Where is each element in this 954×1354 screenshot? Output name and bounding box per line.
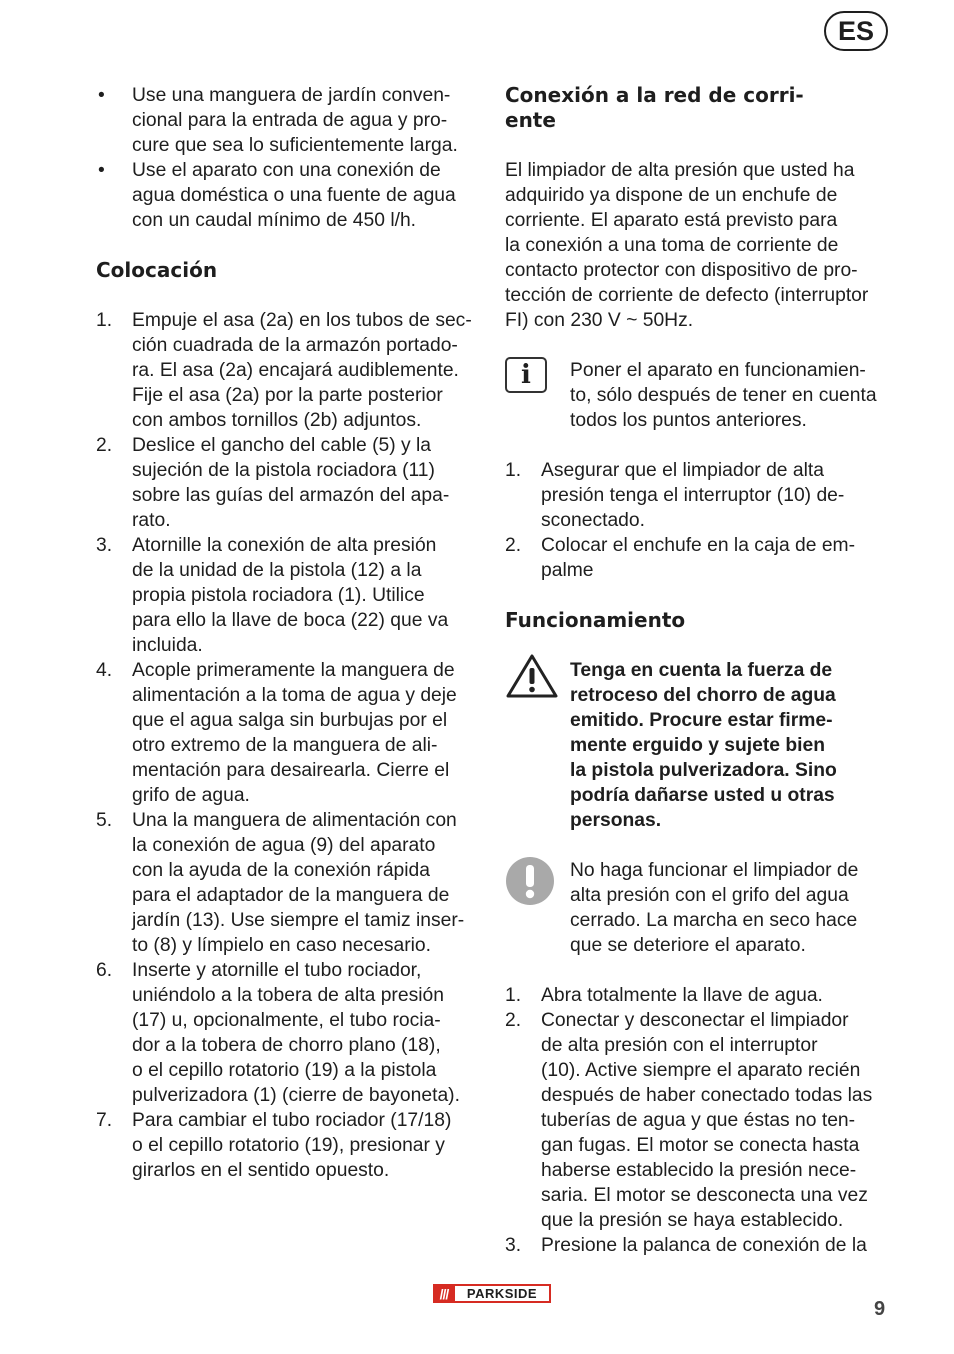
step-number: 2. [505, 535, 522, 556]
step-number: 1. [505, 460, 522, 481]
power-paragraph: El limpiador de alta presión que usted ha adquirido ya dispone de un enchufe de corriente. El aparato está previsto para la conexión a una toma de corriente de contacto protector con dispositivo de pro- tección de corriente de defecto (interruptor FI) con 230 V ~ 50Hz. [505, 160, 869, 331]
list-item [96, 308, 486, 433]
list-item [96, 958, 486, 1108]
warning-note [505, 658, 890, 833]
bullet-marker: • [98, 160, 105, 181]
bullet-marker: • [98, 85, 105, 106]
caution-text: No haga funcionar el limpiador de alta presión con el grifo del agua cerrado. La marcha en seco hace que se deteriore el aparato. [570, 860, 859, 956]
step-text: Deslice el gancho del cable (5) y la sujeción de la pistola rociadora (11) sobre las guías del armazón del apa- rato. [132, 435, 450, 531]
step-number: 1. [96, 310, 113, 331]
step-number: 3. [505, 1235, 522, 1256]
step-text: Acople primeramente la manguera de alimentación a la toma de agua y deje que el agua salga sin burbujas por el otro extremo de la manguera de ali- mentación para desairearla. Cierre el grifo de agua. [132, 660, 457, 806]
right-column [505, 83, 890, 1258]
list-item [96, 808, 486, 958]
list-item [96, 533, 486, 658]
info-note-text: Poner el aparato en funcionamien- to, sólo después de tener en cuenta todos los puntos anteriores. [570, 360, 877, 431]
warning-triangle-icon [505, 652, 559, 700]
step-text: Para cambiar el tubo rociador (17/18) o el cepillo rotatorio (19), presionar y girarlos en el sentido opuesto. [132, 1110, 452, 1181]
caution-note [505, 858, 890, 958]
step-text: Una la manguera de alimentación con la conexión de agua (9) del aparato con la ayuda de la conexión rápida para el adaptador de la manguera de jardín (13). Use siempre el tamiz inser- to (8) y límpielo en caso necesario. [132, 810, 465, 956]
language-badge: ES [824, 11, 888, 51]
bullet-text: Use el aparato con una conexión de agua doméstica o una fuente de agua con un caudal mínimo de 450 l/h. [132, 160, 456, 231]
list-item [505, 533, 890, 583]
info-note [505, 358, 890, 433]
step-text: Empuje el asa (2a) en los tubos de sec- ción cuadrada de la armazón portado- ra. El asa (2a) encajará audiblemente. Fije el asa (2a) por la parte posterior con ambos tornillos (2b) adjuntos. [132, 310, 472, 431]
step-number: 5. [96, 810, 113, 831]
list-item [96, 433, 486, 533]
step-number: 1. [505, 985, 522, 1006]
info-icon: i [505, 357, 547, 393]
list-item [505, 458, 890, 533]
list-item [505, 983, 890, 1008]
parkside-logo [433, 1284, 551, 1303]
step-number: 4. [96, 660, 113, 681]
left-column [96, 83, 486, 1183]
section-heading-power: Conexión a la red de corri- ente [505, 83, 804, 132]
list-item [96, 1108, 486, 1183]
step-number: 2. [505, 1010, 522, 1031]
section-heading-placement: Colocación [96, 258, 218, 282]
bullet-text: Use una manguera de jardín conven- cional para la entrada de agua y pro- cure que sea lo suficientemente larga. [132, 85, 458, 156]
step-number: 2. [96, 435, 113, 456]
section-heading-operation: Funcionamiento [505, 608, 686, 632]
logo-stripes: /// [439, 1285, 449, 1302]
warning-text: Tenga en cuenta la fuerza de retroceso del chorro de agua emitido. Procure estar firme- mente erguido y sujete bien la pistola pulverizadora. Sino podría dañarse usted u otras personas. [570, 660, 837, 831]
page-number: 9 [874, 1298, 886, 1320]
step-number: 3. [96, 535, 113, 556]
step-text: Inserte y atornille el tubo rociador, uniéndolo a la tobera de alta presión (17) u, opcionalmente, el tubo rocia- dor a la tobera de chorro plano (18), o el cepillo rotatorio (19) a la pistola pulverizadora (1) (cierre de bayoneta). [132, 960, 460, 1106]
step-text: Colocar el enchufe en la caja de em- palme [541, 535, 856, 581]
step-text: Abra totalmente la llave de agua. [541, 985, 823, 1006]
bullet-item [96, 83, 486, 158]
exclamation-circle-icon [505, 856, 555, 906]
step-text: Presione la palanca de conexión de la [541, 1235, 867, 1256]
list-item [505, 1233, 890, 1258]
bullet-item [96, 158, 486, 233]
step-number: 7. [96, 1110, 113, 1131]
step-text: Asegurar que el limpiador de alta presión tenga el interruptor (10) de- sconectado. [541, 460, 845, 531]
step-number: 6. [96, 960, 113, 981]
list-item [505, 1008, 890, 1233]
step-text: Atornille la conexión de alta presión de la unidad de la pistola (12) a la propia pistola rociadora (1). Utilice para ello la llave de boca (22) que va incluida. [132, 535, 449, 656]
step-text: Conectar y desconectar el limpiador de alta presión con el interruptor (10). Active siempre el aparato recién después de haber conectado todas las tuberías de agua y que éstas no ten- gan fugas. El motor se conecta hasta haberse establecido la presión nece- saria. El motor se desconecta una vez que la presión se haya establecido. [541, 1010, 873, 1231]
list-item [96, 658, 486, 808]
brand-name: PARKSIDE [455, 1286, 549, 1301]
placement-steps [96, 308, 486, 1183]
